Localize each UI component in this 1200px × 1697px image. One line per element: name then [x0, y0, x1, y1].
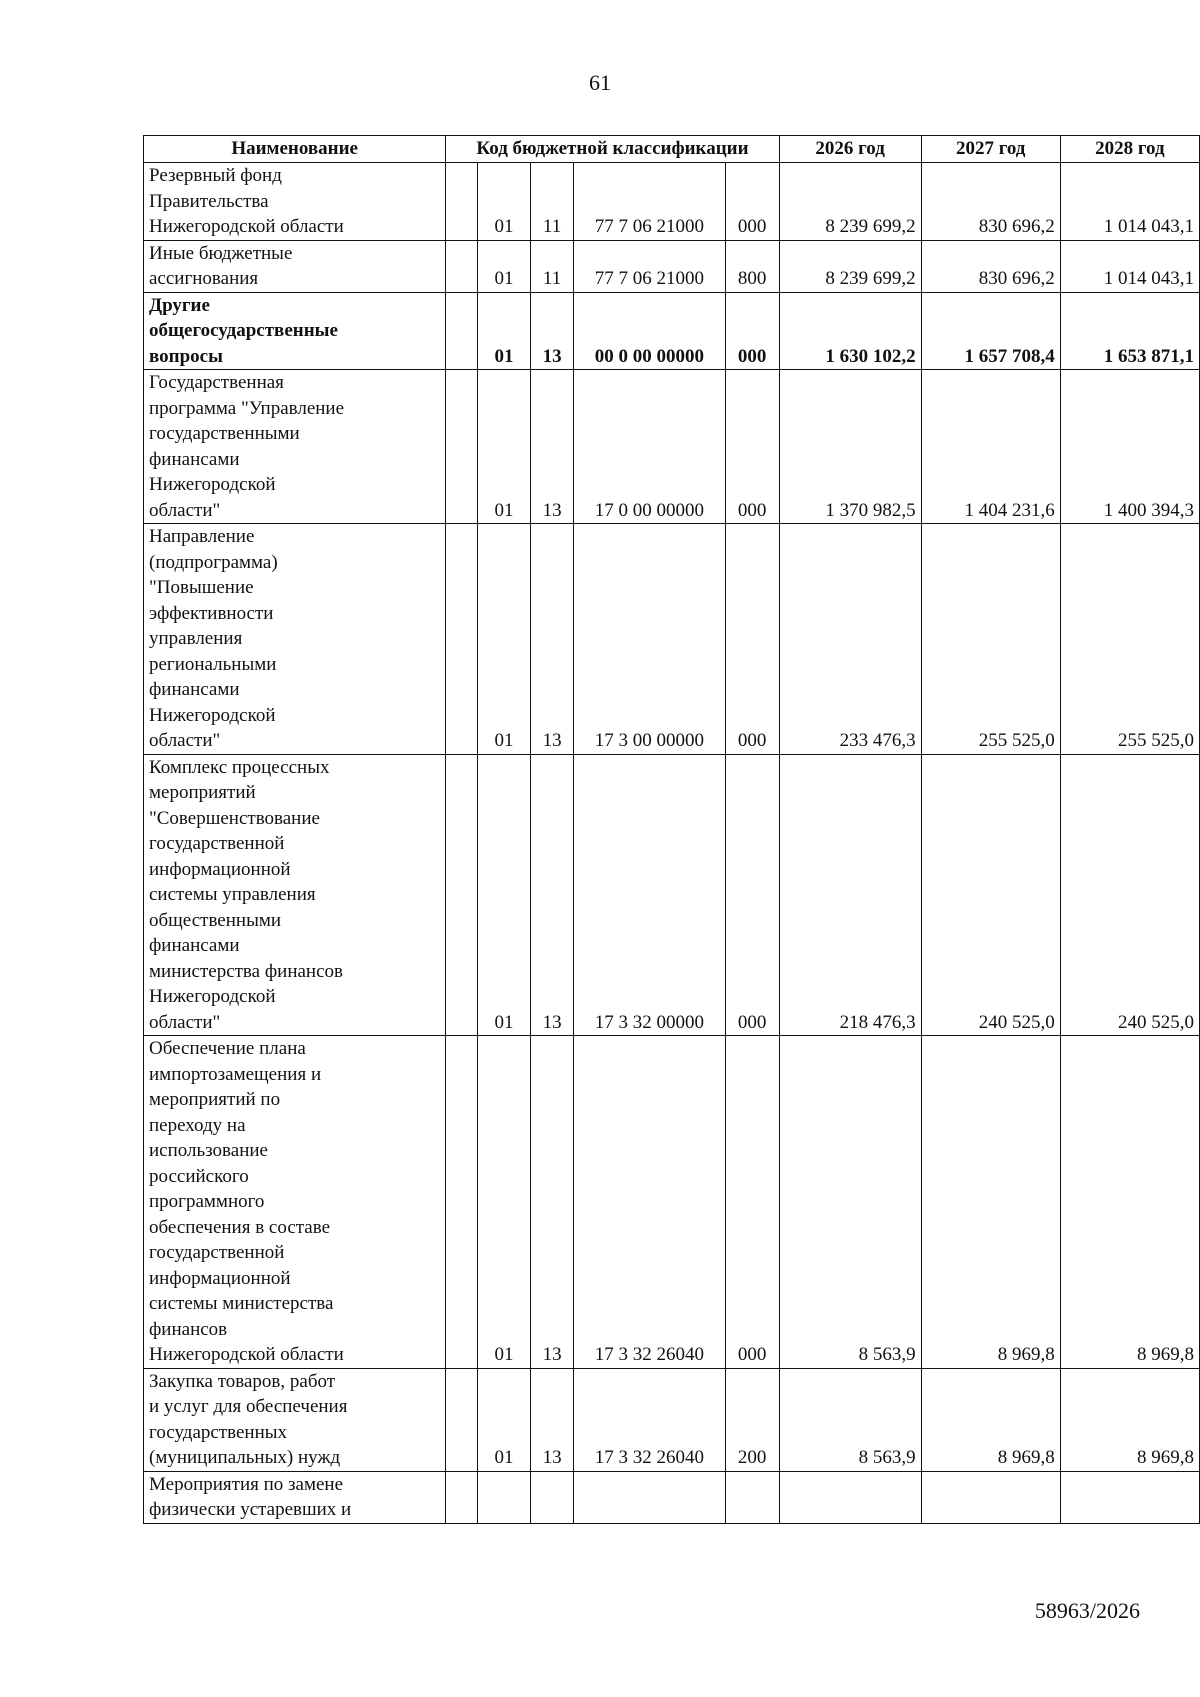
- row-code-target: 17 3 32 26040: [574, 1368, 726, 1471]
- table-row: [144, 524, 1200, 755]
- row-code-subsection: 13: [531, 754, 574, 1036]
- table-row: [144, 754, 1200, 1036]
- row-value-2028: 1 014 043,1: [1060, 240, 1199, 292]
- row-code-section: 01: [477, 754, 530, 1036]
- row-value-2027: 240 525,0: [921, 754, 1060, 1036]
- row-code-section: 01: [477, 163, 530, 241]
- row-code-subsection: 11: [531, 163, 574, 241]
- row-code-blank: [446, 240, 477, 292]
- row-value-2028: [1060, 1471, 1199, 1523]
- row-code-blank: [446, 1471, 477, 1523]
- row-value-2028: 1 653 871,1: [1060, 292, 1199, 370]
- row-code-blank: [446, 754, 477, 1036]
- row-name: Комплекс процессных мероприятий "Совершенствование государственной информационной системы управления общественными финансами министерства финансов Нижегородской области": [144, 754, 446, 1036]
- row-code-target: 77 7 06 21000: [574, 163, 726, 241]
- row-code-target: 17 3 32 00000: [574, 754, 726, 1036]
- row-code-type: 000: [725, 524, 779, 755]
- row-name: Обеспечение плана импортозамещения и мероприятий по переходу на использование российского программного обеспечения в составе государственной информационной системы министерства финансов Нижегородской области: [144, 1036, 446, 1369]
- row-value-2028: 255 525,0: [1060, 524, 1199, 755]
- table-body: [144, 163, 1200, 1524]
- page-number: 61: [589, 70, 611, 95]
- header-2027: 2027 год: [921, 136, 1060, 163]
- row-code-target: 00 0 00 00000: [574, 292, 726, 370]
- row-code-section: 01: [477, 1368, 530, 1471]
- row-value-2027: 830 696,2: [921, 240, 1060, 292]
- table-row: [144, 163, 1200, 241]
- budget-table: [143, 135, 1200, 1524]
- header-code: Код бюджетной классификации: [446, 136, 779, 163]
- row-code-section: 01: [477, 1036, 530, 1369]
- row-code-type: 800: [725, 240, 779, 292]
- row-code-section: 01: [477, 292, 530, 370]
- row-value-2027: 1 657 708,4: [921, 292, 1060, 370]
- row-code-blank: [446, 292, 477, 370]
- row-value-2026: 8 563,9: [779, 1036, 921, 1369]
- row-name: Закупка товаров, работ и услуг для обеспечения государственных (муниципальных) нужд: [144, 1368, 446, 1471]
- row-code-type: [725, 1471, 779, 1523]
- document-id: 58963/2026: [1034, 1598, 1140, 1623]
- row-code-target: 77 7 06 21000: [574, 240, 726, 292]
- header-2028: 2028 год: [1060, 136, 1199, 163]
- row-value-2026: [779, 1471, 921, 1523]
- row-code-subsection: 13: [531, 524, 574, 755]
- row-code-blank: [446, 524, 477, 755]
- row-code-blank: [446, 370, 477, 524]
- row-value-2026: 218 476,3: [779, 754, 921, 1036]
- row-code-subsection: 13: [531, 1368, 574, 1471]
- row-name: Направление (подпрограмма) "Повышение эффективности управления региональными финансами Нижегородской области": [144, 524, 446, 755]
- row-value-2027: 8 969,8: [921, 1036, 1060, 1369]
- row-code-target: 17 3 00 00000: [574, 524, 726, 755]
- row-code-blank: [446, 163, 477, 241]
- row-name: Иные бюджетные ассигнования: [144, 240, 446, 292]
- row-code-subsection: 11: [531, 240, 574, 292]
- row-value-2028: 240 525,0: [1060, 754, 1199, 1036]
- row-value-2027: 8 969,8: [921, 1368, 1060, 1471]
- row-code-section: 01: [477, 524, 530, 755]
- header-name: Наименование: [144, 136, 446, 163]
- table-row: [144, 240, 1200, 292]
- table-row: [144, 370, 1200, 524]
- header-2026: 2026 год: [779, 136, 921, 163]
- row-value-2026: 8 563,9: [779, 1368, 921, 1471]
- row-value-2026: 8 239 699,2: [779, 163, 921, 241]
- row-code-type: 000: [725, 292, 779, 370]
- row-name: Резервный фонд Правительства Нижегородской области: [144, 163, 446, 241]
- row-value-2028: 1 400 394,3: [1060, 370, 1199, 524]
- row-code-target: 17 0 00 00000: [574, 370, 726, 524]
- row-code-blank: [446, 1036, 477, 1369]
- row-name: Другие общегосударственные вопросы: [144, 292, 446, 370]
- row-value-2027: [921, 1471, 1060, 1523]
- table-row: [144, 1471, 1200, 1523]
- row-code-section: [477, 1471, 530, 1523]
- row-value-2027: 255 525,0: [921, 524, 1060, 755]
- row-code-type: 000: [725, 370, 779, 524]
- row-value-2026: 1 630 102,2: [779, 292, 921, 370]
- row-code-type: 000: [725, 1036, 779, 1369]
- row-code-subsection: [531, 1471, 574, 1523]
- row-value-2028: 1 014 043,1: [1060, 163, 1199, 241]
- row-code-blank: [446, 1368, 477, 1471]
- row-value-2027: 1 404 231,6: [921, 370, 1060, 524]
- row-code-type: 000: [725, 754, 779, 1036]
- row-code-section: 01: [477, 240, 530, 292]
- row-value-2028: 8 969,8: [1060, 1036, 1199, 1369]
- row-code-type: 000: [725, 163, 779, 241]
- row-value-2026: 8 239 699,2: [779, 240, 921, 292]
- table-row: [144, 1036, 1200, 1369]
- row-name: Мероприятия по замене физически устаревших и: [144, 1471, 446, 1523]
- row-code-subsection: 13: [531, 370, 574, 524]
- row-code-subsection: 13: [531, 1036, 574, 1369]
- table-row: [144, 1368, 1200, 1471]
- row-code-target: 17 3 32 26040: [574, 1036, 726, 1369]
- row-code-section: 01: [477, 370, 530, 524]
- table-header-row: [144, 136, 1200, 163]
- row-value-2026: 233 476,3: [779, 524, 921, 755]
- row-code-subsection: 13: [531, 292, 574, 370]
- row-value-2027: 830 696,2: [921, 163, 1060, 241]
- row-value-2028: 8 969,8: [1060, 1368, 1199, 1471]
- row-code-type: 200: [725, 1368, 779, 1471]
- table-row: [144, 292, 1200, 370]
- row-code-target: [574, 1471, 726, 1523]
- row-value-2026: 1 370 982,5: [779, 370, 921, 524]
- row-name: Государственная программа "Управление государственными финансами Нижегородской области": [144, 370, 446, 524]
